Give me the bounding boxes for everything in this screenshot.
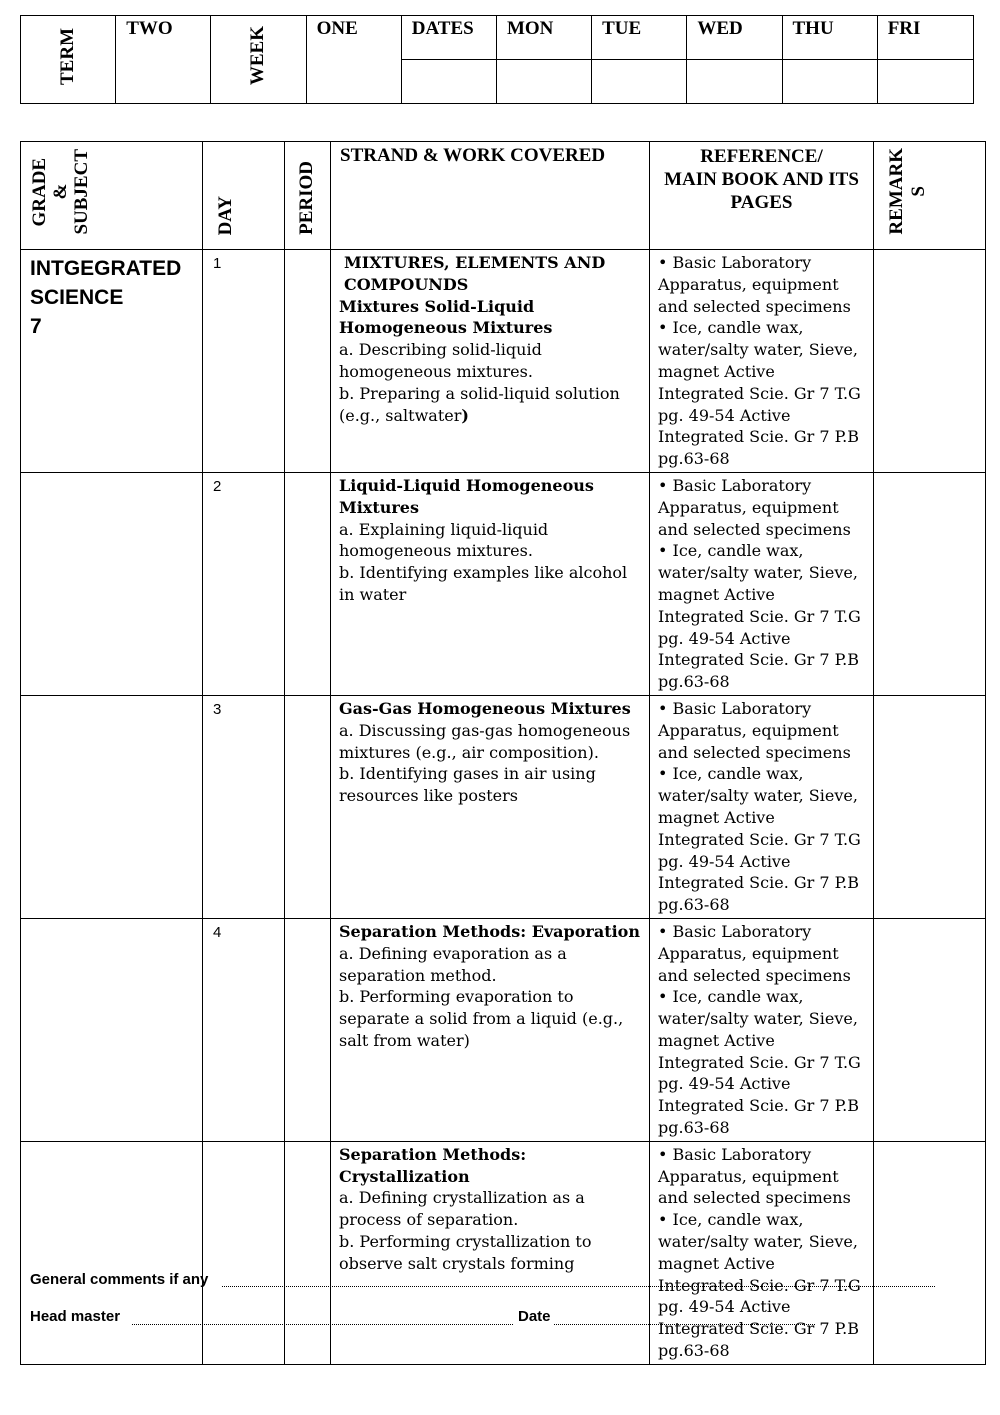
period-cell	[285, 918, 331, 1141]
table-row	[21, 695, 986, 918]
reference-item: • Basic Laboratory Apparatus, equipment and selected specimens	[658, 1144, 851, 1208]
reference-cell	[650, 250, 874, 473]
grade-subject-cell	[21, 695, 203, 918]
period-cell	[285, 250, 331, 473]
table-row	[21, 918, 986, 1141]
reference-cell	[650, 695, 874, 918]
week-label: WEEK	[247, 26, 269, 86]
reference-header-line: MAIN BOOK AND ITS	[664, 169, 859, 190]
objective-a: a. Explaining liquid-liquid homogeneous mixtures.	[339, 519, 549, 561]
date-mon-cell	[496, 60, 591, 104]
grade-subject-cell	[21, 1141, 203, 1364]
reference-item: • Ice, candle wax, water/salty water, Sieve, magnet Active Integrated Scie. Gr 7 T.G pg. 49-54 Active Integrated Scie. Gr 7 P.B pg.63-68	[658, 318, 861, 469]
sub-strand-title: Mixtures Solid-Liquid Homogeneous Mixtures	[339, 296, 553, 338]
term-week-table	[20, 15, 974, 104]
general-comments-line[interactable]	[222, 1286, 935, 1287]
objective-a: a. Describing solid-liquid homogeneous mixtures.	[339, 340, 542, 381]
day-cell	[203, 1141, 285, 1364]
general-comments-label: General comments if any	[30, 1271, 209, 1288]
grade-header-line: SUBJECT	[71, 149, 92, 235]
reference-header-line: REFERENCE/	[700, 146, 823, 167]
table-header-row	[21, 142, 986, 250]
objective-a: a. Defining evaporation as a separation method.	[339, 943, 567, 985]
objective-a: a. Discussing gas-gas homogeneous mixtures (e.g., air composition).	[339, 720, 631, 762]
term-label-cell	[21, 16, 116, 104]
grade-subject-cell	[21, 250, 203, 473]
sub-strand-title: Separation Methods: Crystallization	[339, 1144, 527, 1186]
grade-subject-line: SCIENCE	[30, 286, 124, 309]
remarks-cell	[874, 250, 986, 473]
reference-item: • Ice, candle wax, water/salty water, Sieve, magnet Active Integrated Scie. Gr 7 T.G pg. 49-54 Active Integrated Scie. Gr 7 P.B pg.63-68	[658, 541, 861, 692]
day-label: MON	[506, 18, 554, 39]
objective-b-close: )	[461, 405, 469, 425]
remarks-cell	[874, 695, 986, 918]
date-tue-cell	[592, 60, 687, 104]
period-cell	[285, 1141, 331, 1364]
remarks-header-line: S	[908, 186, 929, 198]
remarks-header	[874, 142, 986, 250]
dates-blank-cell	[401, 60, 496, 104]
reference-header	[650, 142, 874, 250]
grade-subject-header	[21, 142, 203, 250]
day-fri-header	[877, 16, 973, 60]
objective-b-text: b. Preparing a solid-liquid solution (e.g., saltwater	[339, 383, 620, 425]
period-header	[285, 142, 331, 250]
week-label-cell	[211, 16, 306, 104]
day-cell: 1	[203, 250, 285, 473]
work-covered-cell	[331, 250, 650, 473]
work-covered-cell	[331, 918, 650, 1141]
day-header	[203, 142, 285, 250]
objective-b: b. Identifying gases in air using resources like posters	[339, 764, 596, 806]
headmaster-signature-line[interactable]	[132, 1324, 513, 1325]
period-cell	[285, 472, 331, 695]
objective-b: b. Identifying examples like alcohol in water	[339, 563, 628, 604]
sub-strand-title: Separation Methods: Evaporation	[339, 921, 640, 941]
objective-b: b. Performing evaporation to separate a solid from a liquid (e.g., salt from water)	[339, 987, 624, 1050]
reference-item: • Basic Laboratory Apparatus, equipment and selected specimens	[658, 475, 851, 539]
work-covered-cell	[331, 695, 650, 918]
work-covered-cell	[331, 1141, 650, 1364]
week-value: ONE	[316, 18, 358, 39]
table-row	[21, 1141, 986, 1364]
remarks-cell	[874, 472, 986, 695]
reference-item: • Basic Laboratory Apparatus, equipment and selected specimens	[658, 698, 851, 762]
week-value-cell	[306, 16, 401, 104]
table-row	[21, 472, 986, 695]
dates-label-cell	[401, 16, 496, 60]
reference-header-line: PAGES	[730, 192, 793, 213]
date-label: Date	[518, 1308, 551, 1325]
reference-item: • Ice, candle wax, water/salty water, Sieve, magnet Active Integrated Scie. Gr 7 T.G pg. 49-54 Active Integrated Scie. Gr 7 P.B pg.63-68	[658, 1210, 861, 1361]
objective-a: a. Defining crystallization as a process of separation.	[339, 1188, 585, 1230]
strand-header-label: STRAND & WORK COVERED	[340, 145, 606, 166]
date-wed-cell	[687, 60, 782, 104]
date-fri-cell	[877, 60, 973, 104]
grade-subject-line: INTGEGRATED	[30, 257, 182, 280]
reference-item: • Basic Laboratory Apparatus, equipment and selected specimens	[658, 921, 851, 985]
day-label: WED	[697, 18, 743, 39]
day-mon-header	[496, 16, 591, 60]
table-row	[21, 250, 986, 473]
reference-item: • Ice, candle wax, water/salty water, Sieve, magnet Active Integrated Scie. Gr 7 T.G pg. 49-54 Active Integrated Scie. Gr 7 P.B pg.63-68	[658, 764, 861, 915]
lesson-plan-table	[20, 141, 986, 1365]
remarks-cell	[874, 918, 986, 1141]
remarks-cell	[874, 1141, 986, 1364]
date-thu-cell	[782, 60, 877, 104]
grade-subject-cell	[21, 472, 203, 695]
work-covered-cell	[331, 472, 650, 695]
dates-label: DATES	[411, 18, 474, 39]
day-cell: 3	[203, 695, 285, 918]
period-header-label: PERIOD	[296, 161, 317, 235]
day-label: FRI	[887, 18, 921, 39]
day-header-label: DAY	[215, 195, 236, 235]
day-thu-header	[782, 16, 877, 60]
objective-b	[339, 383, 641, 427]
day-label: TUE	[602, 18, 642, 39]
headmaster-label: Head master	[30, 1308, 121, 1325]
grade-subject-cell	[21, 918, 203, 1141]
day-cell: 4	[203, 918, 285, 1141]
sub-strand-title: Liquid-Liquid Homogeneous Mixtures	[339, 475, 594, 517]
strand-header	[331, 142, 650, 250]
objective-b: b. Performing crystallization to observe salt crystals forming	[339, 1232, 592, 1273]
remarks-header-line: REMARK	[886, 148, 907, 235]
reference-cell	[650, 918, 874, 1141]
day-label: THU	[792, 18, 834, 39]
day-cell: 2	[203, 472, 285, 695]
sub-strand-title: Gas-Gas Homogeneous Mixtures	[339, 698, 631, 718]
date-line[interactable]	[554, 1324, 815, 1325]
day-tue-header	[592, 16, 687, 60]
reference-item: • Basic Laboratory Apparatus, equipment and selected specimens	[658, 253, 851, 316]
reference-cell	[650, 1141, 874, 1364]
term-value: TWO	[126, 18, 173, 39]
term-label: TERM	[57, 28, 79, 85]
strand-title: MIXTURES, ELEMENTS AND COMPOUNDS	[344, 253, 606, 294]
day-wed-header	[687, 16, 782, 60]
reference-item: • Ice, candle wax, water/salty water, Sieve, magnet Active Integrated Scie. Gr 7 T.G pg. 49-54 Active Integrated Scie. Gr 7 P.B pg.63-68	[658, 987, 861, 1138]
reference-cell	[650, 472, 874, 695]
grade-header-line: &	[50, 184, 71, 201]
grade-header-line: GRADE	[29, 157, 50, 227]
term-value-cell	[116, 16, 211, 104]
period-cell	[285, 695, 331, 918]
grade-subject-line: 7	[30, 315, 42, 338]
